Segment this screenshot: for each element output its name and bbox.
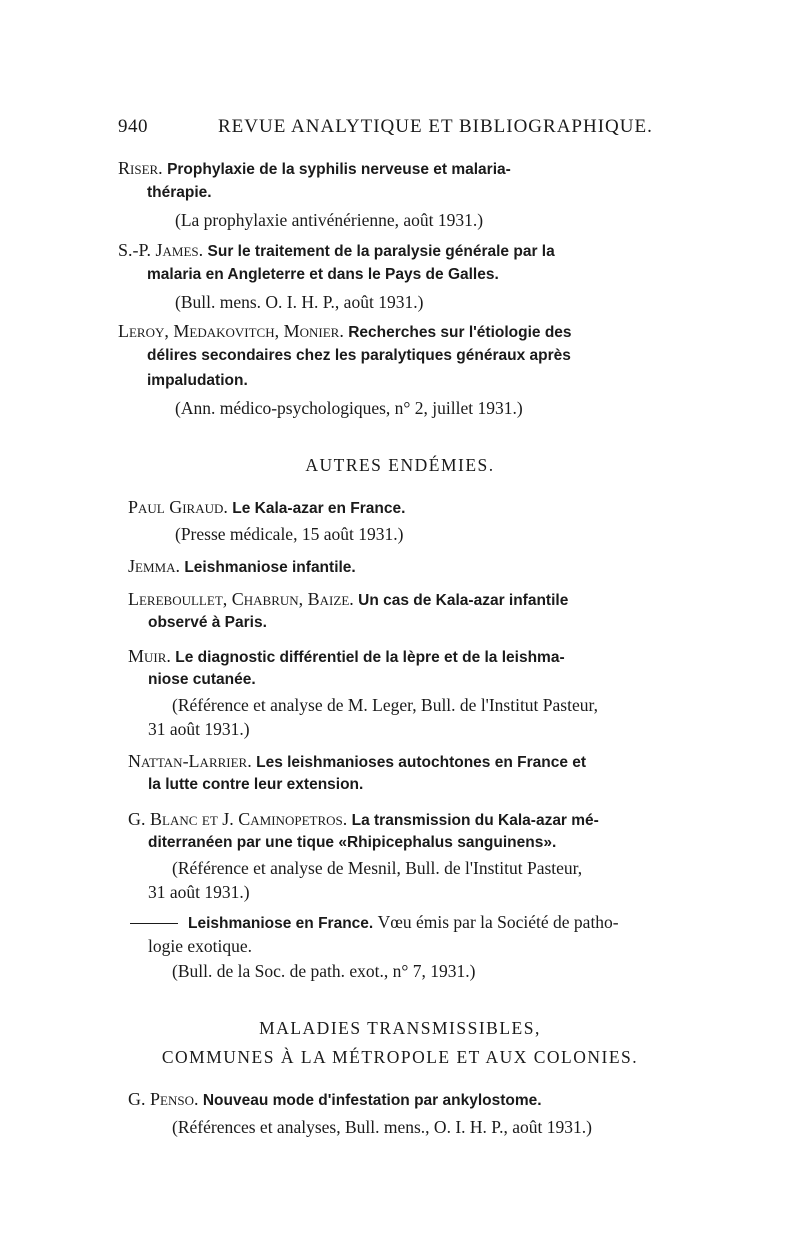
entry-title: Prophylaxie de la syphilis nerveuse et malaria-	[167, 161, 511, 178]
entry-title-cont: la lutte contre leur extension.	[148, 776, 364, 793]
section-heading-autres-endemies: AUTRES ENDÉMIES.	[305, 455, 495, 475]
entry-text-cont: logie exotique.	[148, 936, 253, 956]
entry-reference: (Ann. médico-psychologiques, n° 2, juillet 1931.)	[175, 398, 523, 418]
entry-author: S.-P. James.	[118, 240, 204, 260]
entry-title-cont: délires secondaires chez les paralytiques généraux après	[147, 347, 571, 364]
section-heading-maladies-l1: MALADIES TRANSMISSIBLES,	[259, 1018, 541, 1038]
entry-title-cont: observé à Paris.	[148, 614, 267, 631]
entry-title: La transmission du Kala-azar mé-	[351, 812, 599, 829]
entry-title: Leishmaniose infantile.	[184, 559, 356, 576]
entry-title: Les leishmanioses autochtones en France et	[256, 754, 587, 771]
entry-author: Riser.	[118, 158, 163, 178]
running-title: REVUE ANALYTIQUE ET BIBLIOGRAPHIQUE.	[218, 116, 653, 137]
ditto-dash	[130, 923, 178, 924]
entry-author: G. Penso.	[128, 1089, 199, 1109]
entry-reference: (La prophylaxie antivénérienne, août 1931.)	[175, 210, 484, 230]
entry-title: Leishmaniose en France.	[188, 915, 374, 932]
section-heading-maladies-l2: COMMUNES À LA MÉTROPOLE ET AUX COLONIES.	[161, 1047, 639, 1067]
entry-title: Nouveau mode d'infestation par ankylostome.	[202, 1092, 542, 1109]
entry-author: Muir.	[128, 646, 171, 666]
entry-reference: (Bull. de la Soc. de path. exot., n° 7, 1931.)	[172, 961, 476, 981]
entry-title-cont: thérapie.	[147, 184, 212, 201]
entry-author: Paul Giraud.	[128, 497, 228, 517]
entry-title: Le Kala-azar en France.	[232, 500, 406, 517]
entry-title-cont: niose cutanée.	[148, 671, 256, 688]
entry-reference: (Référence et analyse de M. Leger, Bull. de l'Institut Pasteur,	[172, 695, 598, 715]
entry-title-cont: diterranéen par une tique «Rhipicephalus sanguinens».	[148, 834, 557, 851]
entry-title: Recherches sur l'étiologie des	[348, 324, 572, 341]
entry-reference: (Presse médicale, 15 août 1931.)	[175, 524, 404, 544]
entry-title: Sur le traitement de la paralysie générale par la	[207, 243, 555, 260]
page-header	[118, 116, 688, 144]
entry-author: Jemma.	[128, 556, 180, 576]
entry-author: Lereboullet, Chabrun, Baize.	[128, 589, 354, 609]
entry-reference: (Référence et analyse de Mesnil, Bull. de l'Institut Pasteur,	[172, 858, 583, 878]
entry-author: Nattan-Larrier.	[128, 751, 252, 771]
entry-title-cont: malaria en Angleterre et dans le Pays de Galles.	[147, 266, 499, 283]
page-number: 940	[118, 116, 148, 137]
entry-reference-cont: 31 août 1931.)	[148, 882, 250, 902]
entry-author: Leroy, Medakovitch, Monier.	[118, 321, 344, 341]
entry-reference: (Références et analyses, Bull. mens., O. I. H. P., août 1931.)	[172, 1117, 592, 1137]
entry-title-cont: impaludation.	[147, 372, 248, 389]
entry-title: Un cas de Kala-azar infantile	[358, 592, 569, 609]
entry-reference-cont: 31 août 1931.)	[148, 719, 250, 739]
entry-title: Le diagnostic différentiel de la lèpre et de la leishma-	[175, 649, 565, 666]
entry-reference: (Bull. mens. O. I. H. P., août 1931.)	[175, 292, 424, 312]
entry-author: G. Blanc et J. Caminopetros.	[128, 809, 348, 829]
entry-text: Vœu émis par la Société de patho-	[377, 912, 619, 932]
